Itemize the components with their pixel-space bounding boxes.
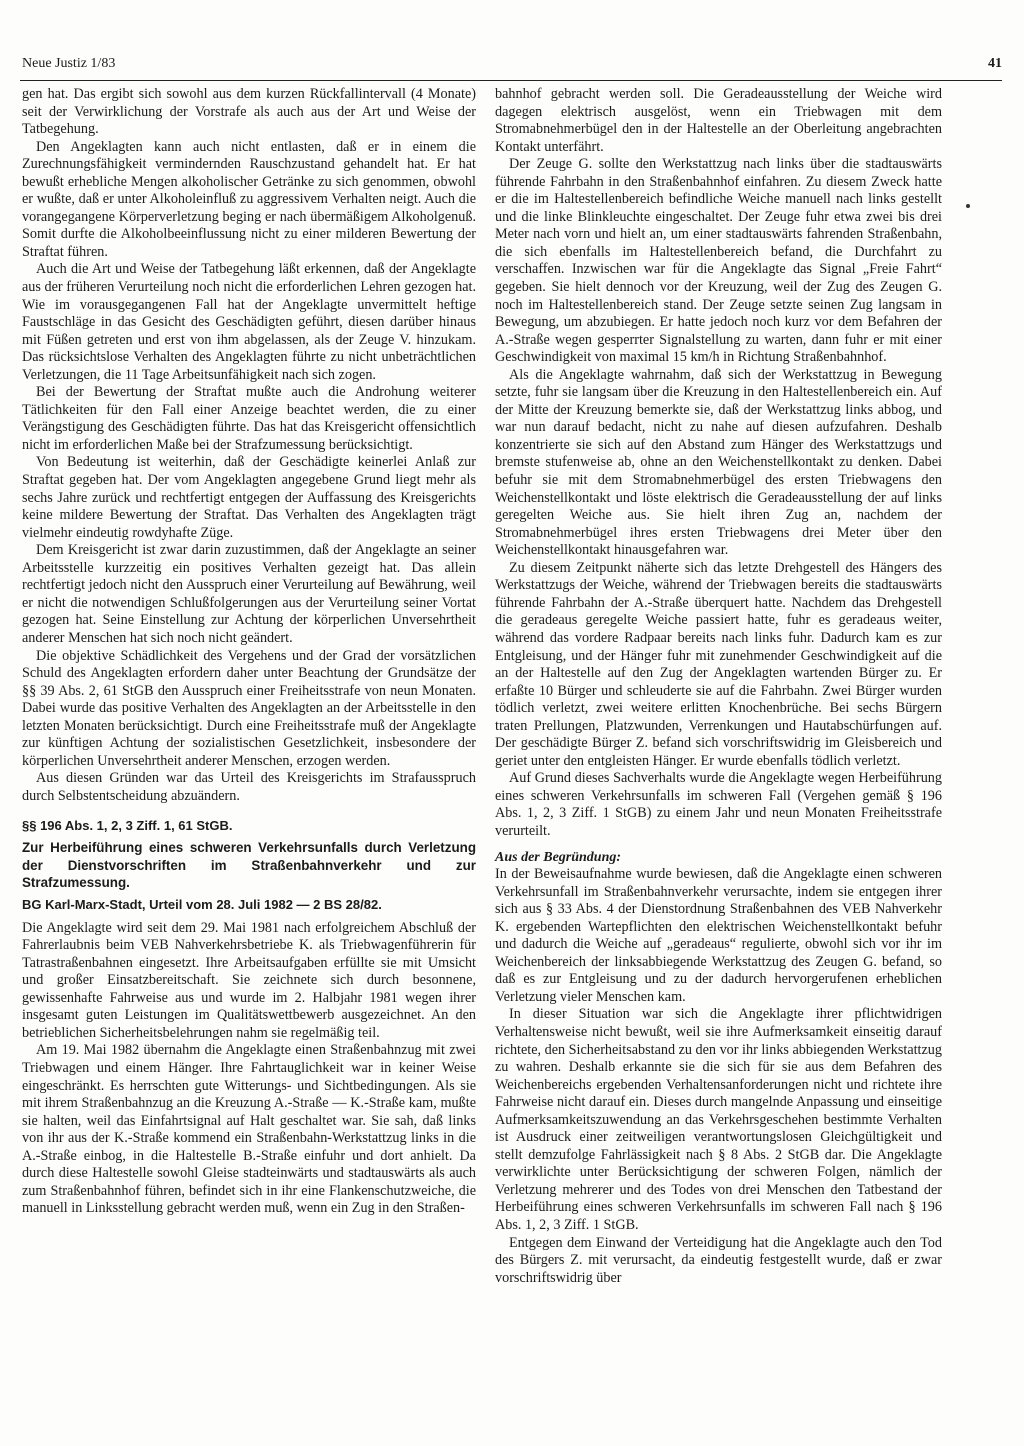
paragraph: Auf Grund dieses Sachverhalts wurde die Angeklagte wegen Herbeiführung eines schweren Verkehrsunfalls im schweren Fall (Vergehen gemäß § 196 Abs. 1, 2, 3 Ziff. 1 StGB) zu einem Jahr und neun Monaten Freiheitsstrafe verurteilt.: [495, 770, 942, 839]
paragraph: Bei der Bewertung der Straftat mußte auch die Androhung weiterer Tätlichkeiten für den Fall einer Anzeige beachtet werden, die zu einer Verängstigung des Geschädigten führte. Das hat das Kreisgericht offensichtlich nicht im erforderlichen Maße bei der Strafzumessung berücksichtigt.: [22, 384, 476, 453]
paragraph: bahnhof gebracht werden soll. Die Geradeausstellung der Weiche wird dagegen elektrisch ausgelöst, wenn ein Triebwagen mit dem Stromabnehmerbügel den in der Haltestelle an der Oberleitung angebrachten Kontakt unterfährt.: [495, 86, 942, 155]
court-citation: BG Karl-Marx-Stadt, Urteil vom 28. Juli 1982 — 2 BS 28/82.: [22, 896, 382, 912]
paragraph: Von Bedeutung ist weiterhin, daß der Geschädigte keinerlei Anlaß zur Straftat gegeben hat. Der vom Angeklagten angegebene Grund liegt mehr als sechs Jahre zurück und rechtfertigt entgegen der Auffassung des Kreisgerichts keine mildere Bewertung der Straftat. Das Verhalten des Angeklagten trägt vielmehr eindeutig rowdyhafte Züge.: [22, 454, 476, 541]
page-number: 41: [988, 56, 1002, 71]
paragraph: In dieser Situation war sich die Angeklagte ihrer pflichtwidrigen Verhaltensweise nicht bewußt, weil sie ihre Aufmerksamkeit einseitig darauf richtete, den Sicherheitsabstand zu den vor ihr links abbiegenden Werkstattzug zu wahren. Deshalb erkannte sie die sich für sie aus dem Befahren des Weichenbereichs ergebenden Verhaltensanforderungen nicht und richtete ihre Fahrweise nicht darauf ein. Dieses durch mangelnde Anpassung und einseitige Aufmerksamkeitszuwendung an das Verkehrsgeschehen bestimmte Verhalten ist Ausdruck einer zeitweiligen verantwortungslosen Gleichgültigkeit und stellt demzufolge Fahrlässigkeit nach § 8 Abs. 2 StGB dar. Die Angeklagte verwirklichte unter Berücksichtigung der schweren Folgen, nämlich der Verletzung mehrerer und des Todes von drei Menschen den Tatbestand der Herbeiführung eines schweren Verkehrsunfalls im schweren Fall nach § 196 Abs. 1, 2, 3 Ziff. 1 StGB.: [495, 1006, 942, 1233]
paragraph: Auch die Art und Weise der Tatbegehung läßt erkennen, daß der Angeklagte aus der früheren Verurteilung noch nicht die erforderlichen Lehren gezogen hat. Wie im vorausgegangenen Fall hat der Angeklagte unvermittelt heftige Faustschläge in das Gesicht des Geschädigten geführt, diesen darüber hinaus mit Füßen getreten und erst von ihm abgelassen, als der Zeuge V. hinzukam. Das rücksichtslose Verhalten des Angeklagten führte zu nicht unbeträchtlichen Verletzungen, die 11 Tage Arbeitsunfähigkeit nach sich zogen.: [22, 261, 476, 383]
case-headnote: Zur Herbeiführung eines schweren Verkehrsunfalls durch Verletzung der Dienstvorschriften im Straßenbahnverkehr und zur Strafzumessung.: [22, 840, 476, 891]
right-column: [495, 86, 942, 1287]
left-column: [22, 86, 476, 1218]
paragraph: Am 19. Mai 1982 übernahm die Angeklagte einen Straßenbahnzug mit zwei Triebwagen und einem Hänger. Ihre Fahrtauglichkeit war in keiner Weise eingeschränkt. Es herrschten gute Witterungs- und Sichtbedingungen. Als sie mit ihrem Straßenbahnzug an die Kreuzung A.-Straße — K.-Straße kam, mußte sie halten, weil das Einfahrtsignal auf Halt geschaltet war. Sie sah, daß links von ihr aus der K.-Straße kommend ein Straßenbahn-Werkstattzug links in die A.-Straße einbog, in die Haltestelle B.-Straße einfuhr und dort anhielt. Da durch diese Haltestelle sowohl Gleise stadteinwärts und stadtauswärts als auch zum Straßenbahnhof führen, befindet sich in ihr eine Flankenschutzweiche, die manuell in Linksstellung gebracht werden muß, wenn ein Zug in den Straßen-: [22, 1042, 476, 1217]
paragraph: Die Angeklagte wird seit dem 29. Mai 1981 nach erfolgreichem Abschluß der Fahrerlaubnis beim VEB Nahverkehrsbetriebe K. als Triebwagenführerin für Tatrastraßenbahnen eingesetzt. Ihre Arbeitsaufgaben erfüllte sie mit Umsicht und großer Einsatzbereitschaft. Sie zeichnete sich durch besonnene, gewissenhafte Fahrweise aus und wurde im 2. Halbjahr 1981 wegen ihrer insgesamt guten Leistungen im Qualitätswettbewerb ausgezeichnet. An den betrieblichen Sicherheitsbelehrungen nahm sie regelmäßig teil.: [22, 919, 476, 1041]
law-reference: §§ 196 Abs. 1, 2, 3 Ziff. 1, 61 StGB.: [22, 818, 233, 834]
paragraph: In der Beweisaufnahme wurde bewiesen, daß die Angeklagte einen schweren Verkehrsunfall im Straßenbahnverkehr verursachte, indem sie entgegen ihrer sich aus § 33 Abs. 4 der Dienstordnung Straßenbahnen des VEB Nahverkehr K. ergebenden Wartepflichten den elektrischen Weichenstellkontakt befuhr und dadurch die Weiche auf „geradeaus“ regulierte, obwohl sich vor ihr im Weichenbereich der linksabbiegende Werkstattzug des Zeugen G. befand, so daß es zur Entgleisung und zu der dadurch hervorgerufenen erheblichen Verletzung vieler Menschen kam.: [495, 866, 942, 1005]
header-rule: [20, 80, 1002, 81]
paragraph: Entgegen dem Einwand der Verteidigung hat die Angeklagte auch den Tod des Bürgers Z. mit verursacht, da eindeutig festgestellt wurde, daß er zwar vorschriftswidrig über: [495, 1234, 942, 1286]
journal-title: Neue Justiz 1/83: [22, 56, 116, 71]
paragraph: Den Angeklagten kann auch nicht entlasten, daß er in einem die Zurechnungsfähigkeit vermindernden Rauschzustand gehandelt hat. Er hat bewußt erhebliche Mengen alkoholischer Getränke zu sich genommen, obwohl er wußte, daß er unter Alkoholeinfluß zu aggressivem Verhalten neigt. Auch die vorangegangene Körperverletzung beging er nach übermäßigem Alkoholgenuß. Somit durfte die Alkoholbeeinflussung nicht zu einer milderen Bewertung der Straftat führen.: [22, 138, 476, 260]
paragraph: Zu diesem Zeitpunkt näherte sich das letzte Drehgestell des Hängers des Werkstattzugs der Weiche, während der Triebwagen bereits die stadtauswärts führende Fahrbahn der A.-Straße überquert hatte. Nachdem das Drehgestell die geradeaus geregelte Weiche passiert hatte, fuhr es geradeaus weiter, während das vordere Radpaar bereits nach links fuhr. Dadurch kam es zur Entgleisung, und der Hänger fuhr mit zunehmender Geschwindigkeit auf die an der Haltestelle auf den Zug der Angeklagten wartenden Bürger zu. Er erfaßte 10 Bürger und schleuderte sie auf die Fahrbahn. Zwei Bürger wurden tödlich verletzt, zwei weitere erlitten Knochenbrüche. Bei sechs Bürgern traten Prellungen, Platzwunden, Verrenkungen und Hautabschürfungen auf. Der geschädigte Bürger Z. befand sich vorschriftswidrig im Gleisbereich und geriet unter den entgleisten Hänger. Er wurde ebenfalls tödlich verletzt.: [495, 559, 942, 769]
page-header: [22, 56, 1002, 78]
paragraph: gen hat. Das ergibt sich sowohl aus dem kurzen Rückfallintervall (4 Monate) seit der Verwirklichung der Vorstrafe als auch aus der Art und Weise der Tatbegehung.: [22, 86, 476, 138]
paragraph: Dem Kreisgericht ist zwar darin zuzustimmen, daß der Angeklagte an seiner Arbeitsstelle kurzzeitig ein positives Verhalten gezeigt hat. Das allein rechtfertigt jedoch nicht den Ausspruch einer Verurteilung auf Bewährung, weil er nicht die notwendigen Schlußfolgerungen aus der Verurteilung seiner Vortat gezogen hat. Seine Einstellung zur Achtung der körperlichen Unversehrtheit anderer Menschen hat sich noch nicht geändert.: [22, 542, 476, 646]
paragraph: Als die Angeklagte wahrnahm, daß sich der Werkstattzug in Bewegung setzte, fuhr sie langsam über die Kreuzung in den Haltestellenbereich ein. Auf der Mitte der Kreuzung bemerkte sie, daß der Werkstattzug links abbog, und war nun darauf bedacht, nicht zu nahe auf diesen aufzufahren. Deshalb konzentrierte sie sich auf den Abstand zum Hänger des Werkstattzugs und bremste stufenweise ab, ohne an den Weichenstellkontakt zu denken. Dabei befuhr sie mit dem Stromabnehmerbügel des ersten Triebwagens den Weichenstellkontakt und löste elektrisch die Geradeausstellung der auf links geregelten Weiche aus. Sie hielt ihren Zug an, nachdem der Stromabnehmerbügel ihres ersten Triebwagens drei Meter über den Weichenstellkontakt hinausgefahren war.: [495, 366, 942, 559]
section-subheading: Aus der Begründung:: [495, 849, 622, 865]
paragraph: Der Zeuge G. sollte den Werkstattzug nach links über die stadtauswärts führende Fahrbahn in den Straßenbahnhof einfahren. Zu diesem Zweck hatte er die im Haltestellenbereich befindliche Weiche manuell nach links gestellt und die linke Blinkleuchte eingeschaltet. Der Zeuge fuhr etwa zwei bis drei Meter nach vorn und hielt an, um einer stadtauswärts fahrenden Straßenbahn, die sich ebenfalls im Haltestellenbereich befand, die Durchfahrt zu verschaffen. Inzwischen war für die Angeklagte das Signal „Freie Fahrt“ gegeben. Sie hielt dennoch vor der Kreuzung, weil der Zug des Zeugen G. noch im Haltestellenbereich stand. Der Zeuge setzte seinen Zug langsam in Bewegung, um abzubiegen. Er hatte jedoch noch kurz vor dem Befahren der A.-Straße wegen gesperrter Signalstellung zu warten, dann fuhr er mit einer Geschwindigkeit von maximal 15 km/h in Richtung Straßenbahnhof.: [495, 156, 942, 366]
paragraph: Die objektive Schädlichkeit des Vergehens und der Grad der vorsätzlichen Schuld des Angeklagten erfordern daher unter Beachtung der Grundsätze der §§ 39 Abs. 2, 61 StGB den Ausspruch einer Freiheitsstrafe von neun Monaten. Dabei wurde das positive Verhalten des Angeklagten an der Arbeitsstelle in den letzten Monaten berücksichtigt. Durch eine Freiheitsstrafe muß der Angeklagte zur künftigen Achtung der sozialistischen Gesetzlichkeit, insbesondere der körperlichen Unversehrtheit anderer Menschen, erzogen werden.: [22, 647, 476, 769]
margin-mark: [966, 204, 970, 208]
paragraph: Aus diesen Gründen war das Urteil des Kreisgerichts im Strafausspruch durch Selbstentscheidung abzuändern.: [22, 770, 476, 804]
